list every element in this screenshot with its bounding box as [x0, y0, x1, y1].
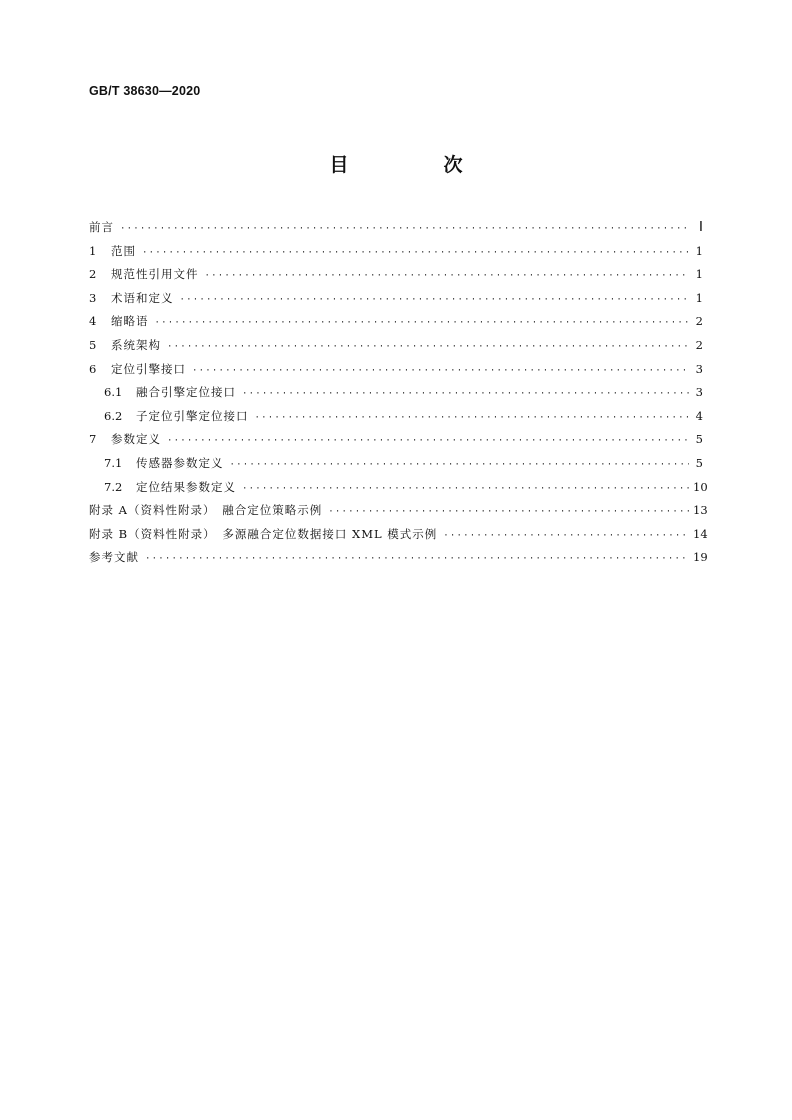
- toc-entry-annex-a[interactable]: [89, 499, 708, 523]
- toc-entry-parameter-definitions[interactable]: [89, 428, 703, 452]
- page-title: 目 次: [329, 154, 501, 176]
- toc-entry-label: 融合引擎定位接口: [136, 385, 236, 400]
- toc-entry-number: 6.2: [104, 408, 123, 423]
- toc-entry-number: 6.1: [104, 385, 123, 400]
- dot-leader: [230, 454, 690, 478]
- toc-entry-label: 系统架构: [111, 337, 161, 352]
- toc-entry-page: 19: [693, 550, 708, 565]
- toc-entry-label: 缩略语: [111, 314, 149, 329]
- dot-leader: [167, 430, 689, 454]
- toc-entry-sub-engine-interface[interactable]: [89, 405, 703, 429]
- toc-entry-page: 1: [695, 243, 703, 258]
- toc-entry-page: 4: [695, 408, 703, 423]
- toc-entry-number: 5: [89, 337, 97, 352]
- standard-number: GB/T 38630—2020: [89, 84, 201, 98]
- dot-leader: [167, 336, 689, 360]
- toc-entry-number: 7: [89, 432, 97, 447]
- table-of-contents: [89, 216, 708, 570]
- toc-entry-fusion-engine-interface[interactable]: [89, 381, 703, 405]
- toc-entry-page: 1: [695, 267, 703, 282]
- toc-entry-number: 6: [89, 361, 97, 376]
- toc-entry-number: 2: [89, 267, 97, 282]
- toc-entry-label: 子定位引擎定位接口: [136, 408, 249, 423]
- toc-entry-page: 5: [695, 455, 703, 470]
- toc-entry-page: 1: [695, 290, 703, 305]
- toc-entry-number: 7.2: [104, 479, 123, 494]
- toc-entry-label: 传感器参数定义: [136, 455, 224, 470]
- toc-entry-page: 3: [695, 361, 703, 376]
- toc-entry-page: 13: [693, 503, 708, 518]
- dot-leader: [155, 312, 690, 336]
- toc-entry-scope[interactable]: [89, 240, 703, 264]
- dot-leader: [142, 242, 689, 266]
- toc-entry-number: 1: [89, 243, 97, 258]
- toc-entry-label: 参考文献: [89, 550, 139, 565]
- toc-entry-label: 范围: [111, 243, 136, 258]
- dot-leader: [443, 525, 689, 549]
- dot-leader: [328, 501, 689, 525]
- dot-leader: [255, 407, 690, 431]
- toc-entry-label: 参数定义: [111, 432, 161, 447]
- toc-entry-page: 2: [695, 314, 703, 329]
- toc-entry-number: 4: [89, 314, 97, 329]
- toc-entry-label: 附录 A（资料性附录） 融合定位策略示例: [89, 503, 323, 518]
- toc-entry-engine-interface[interactable]: [89, 358, 703, 382]
- toc-entry-number: 7.1: [104, 455, 123, 470]
- dot-leader: [180, 289, 690, 313]
- dot-leader: [242, 383, 689, 407]
- toc-entry-page: 3: [695, 385, 703, 400]
- dot-leader: [205, 265, 690, 289]
- dot-leader: [192, 360, 689, 384]
- toc-entry-label: 定位引擎接口: [111, 361, 186, 376]
- toc-entry-page: 10: [693, 479, 708, 494]
- toc-entry-foreword[interactable]: [89, 216, 703, 240]
- dot-leader: [145, 548, 689, 572]
- toc-entry-label: 规范性引用文件: [111, 267, 199, 282]
- toc-entry-bibliography[interactable]: [89, 546, 708, 570]
- toc-entry-label: 定位结果参数定义: [136, 479, 236, 494]
- toc-entry-system-architecture[interactable]: [89, 334, 703, 358]
- toc-entry-page: 5: [695, 432, 703, 447]
- toc-entry-result-parameters[interactable]: [89, 476, 708, 500]
- dot-leader: [242, 478, 689, 502]
- toc-entry-abbreviations[interactable]: [89, 310, 703, 334]
- dot-leader: [120, 218, 689, 242]
- toc-entry-sensor-parameters[interactable]: [89, 452, 703, 476]
- toc-entry-label: 术语和定义: [111, 290, 174, 305]
- toc-entry-label: 附录 B（资料性附录） 多源融合定位数据接口 XML 模式示例: [89, 526, 438, 541]
- toc-entry-page: 2: [695, 337, 703, 352]
- toc-entry-label: 前言: [89, 220, 114, 234]
- toc-entry-number: 3: [89, 290, 97, 305]
- toc-entry-page: 14: [693, 526, 708, 541]
- toc-entry-page: Ⅰ: [698, 220, 703, 235]
- toc-entry-normative-references[interactable]: [89, 263, 703, 287]
- toc-entry-terms-definitions[interactable]: [89, 287, 703, 311]
- toc-entry-annex-b[interactable]: [89, 523, 708, 547]
